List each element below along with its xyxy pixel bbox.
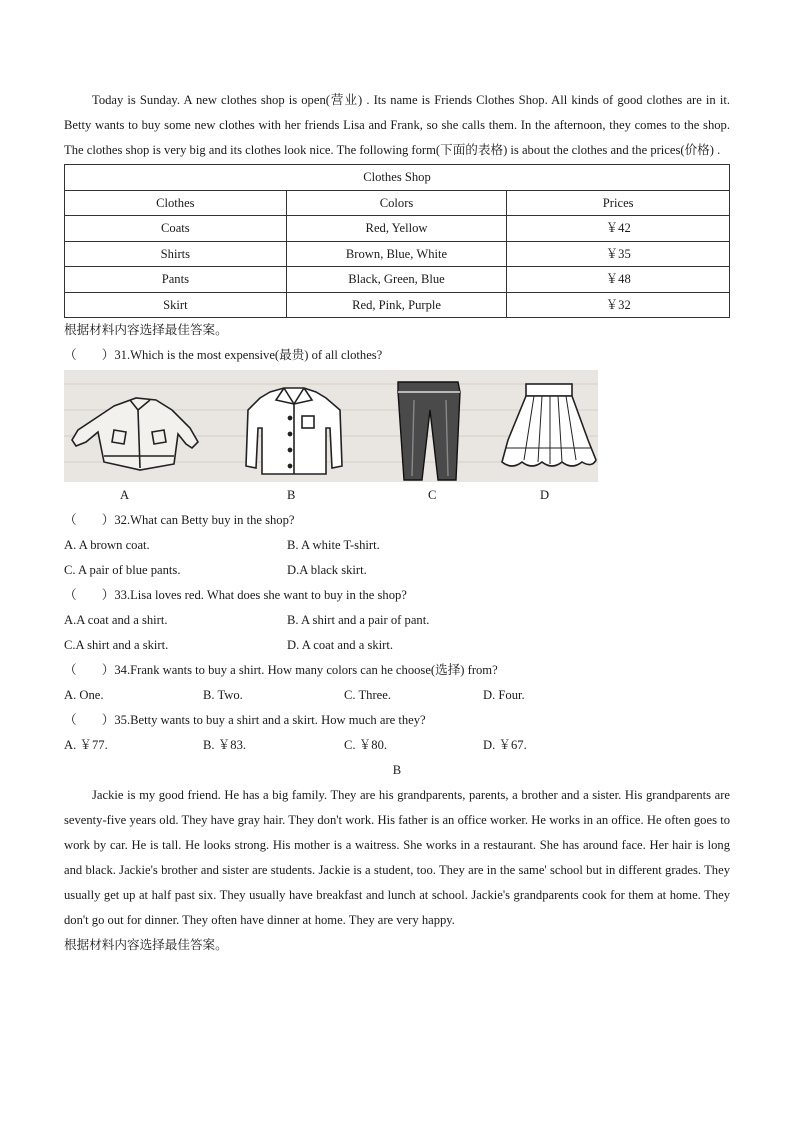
options-row	[64, 558, 730, 583]
options-row	[64, 533, 730, 558]
jacket-icon	[72, 398, 198, 470]
table-title: Clothes Shop	[65, 165, 730, 191]
question-stem: 35.Betty wants to buy a shirt and a skirt. How much are they?	[114, 713, 426, 727]
table-cell: Red, Pink, Purple	[286, 292, 507, 318]
table-cell: Red, Yellow	[286, 216, 507, 242]
table-header-row	[65, 190, 730, 216]
table-cell: Skirt	[65, 292, 287, 318]
option-a[interactable]: A. A brown coat.	[64, 538, 150, 552]
clothes-pictures	[64, 370, 598, 482]
clothes-shop-table	[64, 164, 730, 318]
option-a[interactable]: A. ￥77.	[64, 738, 108, 752]
skirt-icon	[502, 384, 596, 466]
table-header: Clothes	[65, 190, 287, 216]
option-c[interactable]: C. ￥80.	[344, 738, 388, 752]
option-b[interactable]: B. A shirt and a pair of pant.	[287, 613, 430, 627]
passage-b: Jackie is my good friend. He has a big family. They are his grandparents, parents, a brother and a sister. His grandparents are seventy-five years old. They have gray hair. They don't work. His father is an office worker. He works in an office. He often goes to work by car. He is tall. He looks strong. His mother is a waitress. She works in a restaurant. She has around face. Her hair is long and black. Jackie's brother and sister are students. Jackie is a student, too. They are in the same' school but in different grades. They usually get up at half past six. They usually have breakfast and lunch at school. Jackie's grandparents cook for them at home. They don't go out for dinner. They often have dinner at home. They are very happy.	[64, 788, 730, 927]
table-header: Colors	[286, 190, 507, 216]
question-stem: 31.Which is the most expensive(最贵) of all clothes?	[114, 348, 383, 362]
answer-blank[interactable]: （ ）	[64, 713, 115, 727]
option-d[interactable]: D	[540, 488, 550, 502]
answer-blank[interactable]: （ ）	[64, 663, 115, 677]
options-row	[64, 633, 730, 658]
option-a[interactable]: A. One.	[64, 688, 104, 702]
question-34	[64, 658, 730, 683]
table-cell: Black, Green, Blue	[286, 267, 507, 293]
option-b[interactable]: B	[287, 488, 296, 502]
passage-a: Today is Sunday. A new clothes shop is open(营业) . Its name is Friends Clothes Shop. All kinds of good clothes are in it. Betty wants to buy some new clothes with her friends Lisa and Frank, so she calls them. In the afternoon, they comes to the shop. The clothes shop is very big and its clothes look nice. The following form(下面的表格) is about the clothes and the prices(价格) .	[64, 93, 730, 157]
option-b[interactable]: B. Two.	[203, 688, 243, 702]
answer-blank[interactable]: （ ）	[64, 588, 115, 602]
option-d[interactable]: D. A coat and a skirt.	[287, 638, 393, 652]
table-cell: ￥48	[507, 267, 730, 293]
options-row	[64, 683, 730, 708]
question-31	[64, 343, 730, 368]
section-b-label: B	[392, 763, 402, 777]
question-35	[64, 708, 730, 733]
table-cell: ￥32	[507, 292, 730, 318]
option-c[interactable]: C	[428, 488, 437, 502]
question-stem: 34.Frank wants to buy a shirt. How many colors can he choose(选择) from?	[114, 663, 498, 677]
question-stem: 33.Lisa loves red. What does she want to buy in the shop?	[114, 588, 407, 602]
instruction: 根据材料内容选择最佳答案。	[64, 323, 228, 337]
answer-blank[interactable]: （ ）	[64, 513, 115, 527]
table-cell: Shirts	[65, 241, 287, 267]
table-row	[65, 241, 730, 267]
pants-icon	[398, 382, 460, 480]
options-row	[64, 733, 730, 758]
option-c[interactable]: C. Three.	[344, 688, 391, 702]
worksheet-page	[64, 88, 730, 958]
answer-blank[interactable]: （ ）	[64, 348, 115, 362]
table-header: Prices	[507, 190, 730, 216]
option-d[interactable]: D. Four.	[483, 688, 525, 702]
instruction-2: 根据材料内容选择最佳答案。	[64, 938, 228, 952]
question-32	[64, 508, 730, 533]
option-b[interactable]: B. A white T-shirt.	[287, 538, 380, 552]
table-cell: ￥35	[507, 241, 730, 267]
table-row	[65, 292, 730, 318]
table-cell: Brown, Blue, White	[286, 241, 507, 267]
option-d[interactable]: D. ￥67.	[483, 738, 527, 752]
option-b[interactable]: B. ￥83.	[203, 738, 247, 752]
option-c[interactable]: C. A pair of blue pants.	[64, 563, 181, 577]
table-cell: Coats	[65, 216, 287, 242]
table-cell: Pants	[65, 267, 287, 293]
table-row	[65, 216, 730, 242]
option-c[interactable]: C.A shirt and a skirt.	[64, 638, 169, 652]
question-33	[64, 583, 730, 608]
picture-letters	[64, 482, 730, 508]
question-stem: 32.What can Betty buy in the shop?	[114, 513, 295, 527]
table-cell: ￥42	[507, 216, 730, 242]
table-row	[65, 267, 730, 293]
clothes-drawing	[64, 370, 598, 482]
option-a[interactable]: A.A coat and a shirt.	[64, 613, 168, 627]
option-d[interactable]: D.A black skirt.	[287, 563, 367, 577]
options-row	[64, 608, 730, 633]
option-a[interactable]: A	[120, 488, 130, 502]
shirt-icon	[246, 388, 342, 474]
